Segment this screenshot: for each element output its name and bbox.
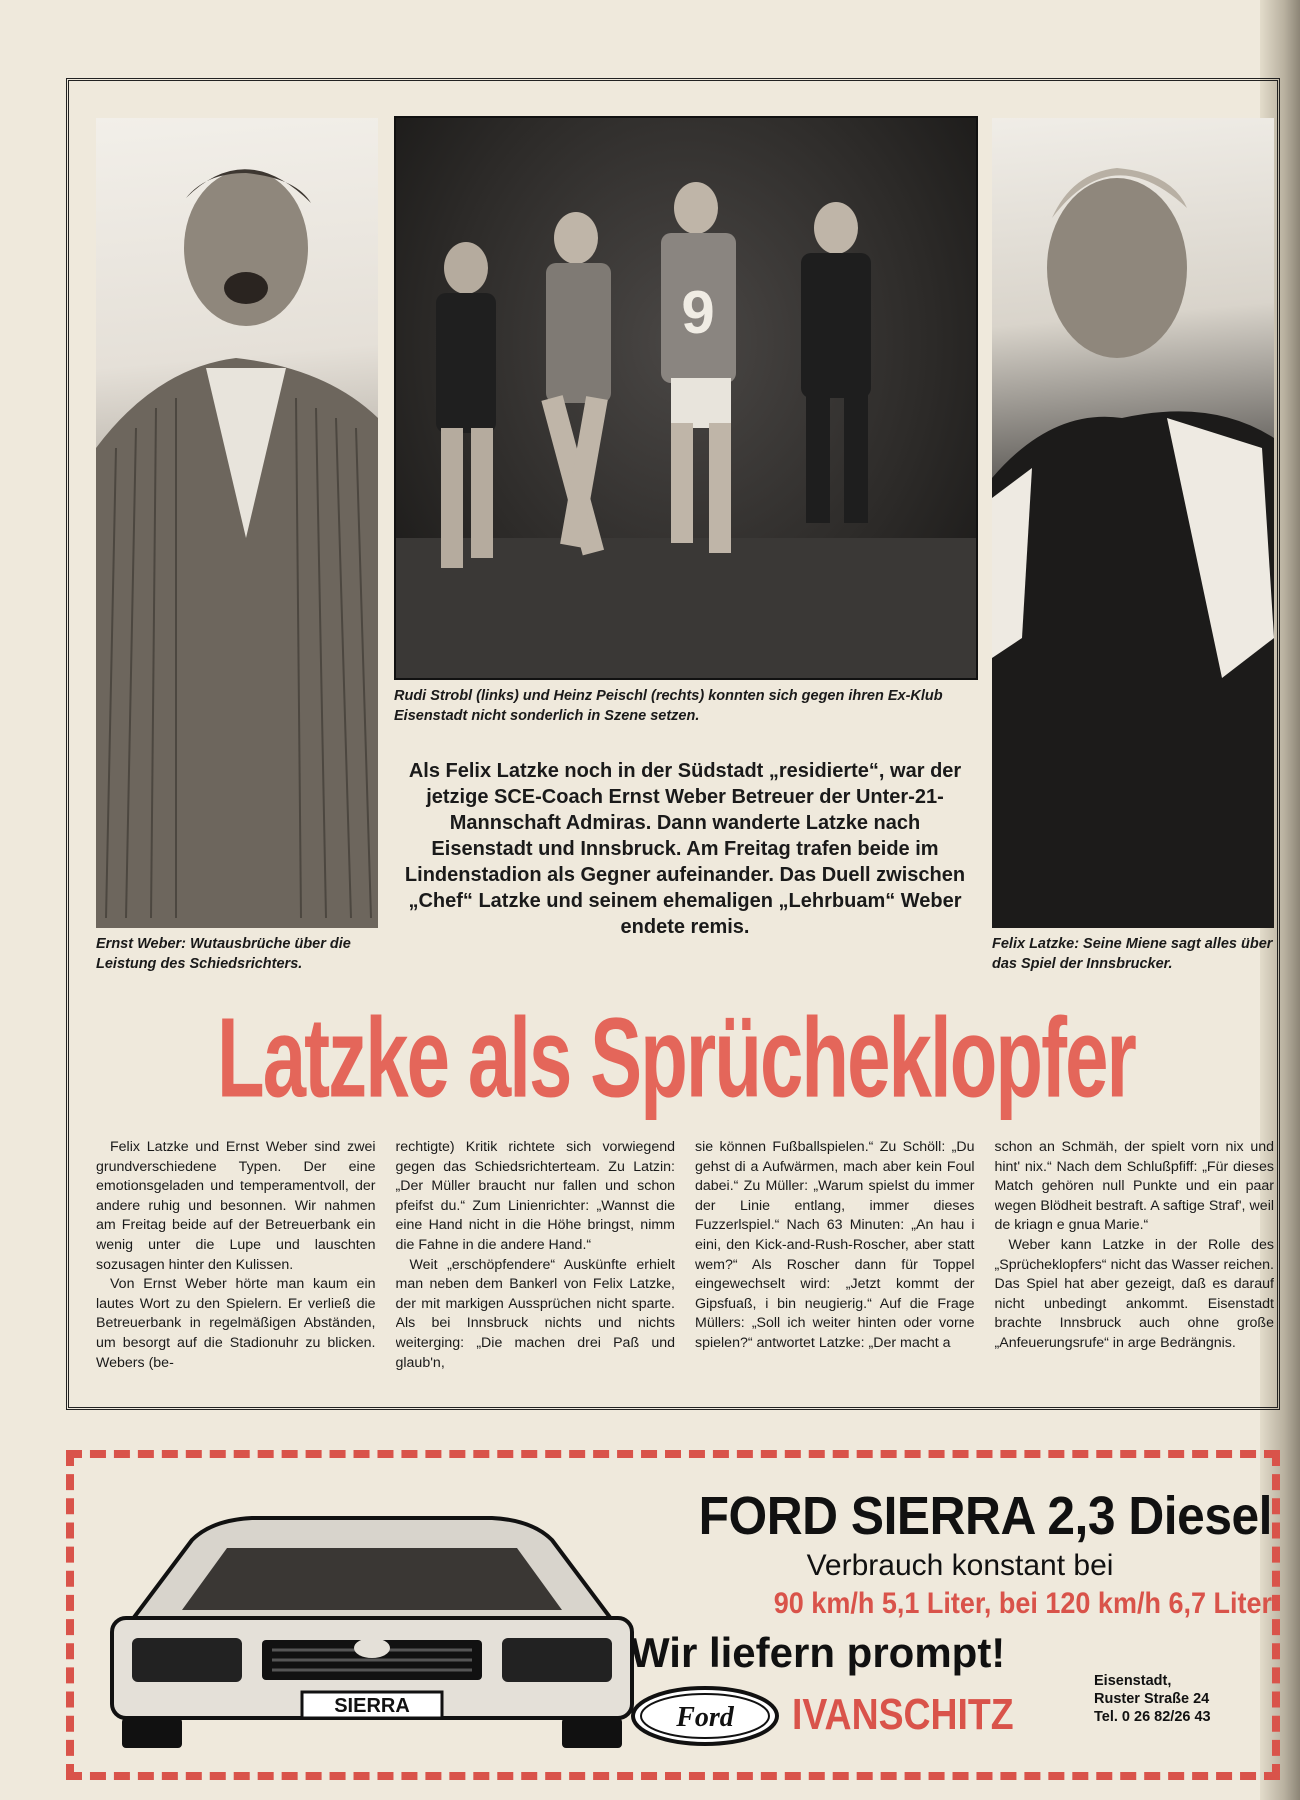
ad-consumption-label: Verbrauch konstant bei [806, 1549, 1114, 1582]
ad-title: FORD SIERRA 2,3 Diesel [698, 1486, 1272, 1546]
caption-ernst-weber: Ernst Weber: Wutausbrüche über die Leistung des Schiedsrichters. [96, 936, 351, 972]
car-plate: SIERRA [334, 1695, 410, 1717]
dealer-phone: Tel. 0 26 82/26 43 [1094, 1709, 1211, 1725]
article-body [96, 1138, 1274, 1400]
ad-consumption-values: 90 km/h 5,1 Liter, bei 120 km/h 6,7 Liter [773, 1587, 1272, 1620]
lead-paragraph: Als Felix Latzke noch in der Südstadt „residierte“, war der jetzige SCE-Coach Ernst Weber Betreuer der Unter-21-Mannschaft Admiras. Dann wanderte Latzke nach Eisenstadt und Innsbruck. Am Freitag trafen beide im Lindenstadion als Gegner aufeinander. Das Duell zwischen „Chef“ Latzke und seinem ehemaligen „Lehrbuam“ Weber endete remis. [404, 760, 966, 938]
body-column-4 [995, 1138, 1275, 1400]
body-column-2 [396, 1138, 676, 1400]
body-paragraph: schon an Schmäh, der spielt vorn nix und hint' nix.“ Nach dem Schlußpfiff: „Für dieses Match gehören null Punkte und ein paar wegen Blödheit bestraft. A saftige Straf', weil de kriagn e gnua Marie.“ [994, 1139, 1274, 1234]
body-paragraph: Weit „erschöpfendere“ Auskünfte erhielt man neben dem Bankerl von Felix Latzke, der mit markigen Aussprüchen nicht sparte. Als bei Innsbruck nichts und nichts weiterging: „Die machen drei Paß und glaub'n, [395, 1256, 675, 1371]
photo-felix-latzke-illustration [992, 118, 1274, 928]
dealer-address [1094, 1672, 1274, 1726]
photo-ernst-weber [96, 118, 378, 928]
car-illustration [92, 1470, 652, 1760]
body-paragraph: sie können Fußballspielen.“ Zu Schöll: „Du gehst di a Aufwärmen, mach aber kein Foul dabei.“ Zu Müller: „Warum spielst du immer der Linie entlang, immer dieses Fuzzerlspiel.“ Nach 63 Minuten: „An hau i eini, den Kick-and-Rush-Roscher, aber statt wem?“ Als Roscher dann für Toppel eingewechselt wird: „Jetzt kommt der Gipsfuaß, i bin neugierig.“ Auf die Frage Müllers: „Soll ich weiter hinten oder vorne spielen?“ antwortet Latzke: „Der macht a [695, 1139, 975, 1351]
body-column-3 [695, 1138, 975, 1400]
photo-felix-latzke [992, 118, 1274, 928]
photo-match-scene [394, 116, 978, 680]
caption-felix-latzke: Felix Latzke: Seine Miene sagt alles über das Spiel der Innsbrucker. [992, 936, 1273, 972]
body-paragraph: Von Ernst Weber hörte man kaum ein lautes Wort zu den Spielern. Er verließ die Betreuerbank in regelmäßigen Abständen, um besorgt auf die Stadionuhr zu blicken. Webers (be- [96, 1276, 376, 1371]
ford-logo-text: Ford [676, 1702, 734, 1733]
body-paragraph: Felix Latzke und Ernst Weber sind zwei grundverschiedene Typen. Der eine emotionsgeladen und temperamentvoll, der andere ruhig und besonnen. Wir nahmen am Freitag beide auf der Betreuerbank ein wenig unter die Lupe und lauschten sozusagen hinter den Kulissen. [96, 1139, 376, 1273]
dealer-city: Eisenstadt, [1094, 1673, 1172, 1689]
body-paragraph: Weber kann Latzke in der Rolle des „Sprücheklopfers“ nicht das Wasser reichen. Das Spiel hat aber gezeigt, daß es darauf nicht unbedingt ankommt. Eisenstadt brachte Innsbruck auch ohne große „Anfeuerungsrufe“ in arge Bedrängnis. [994, 1236, 1274, 1351]
headline: Latzke als Sprücheklopfer [217, 995, 1135, 1122]
ad-slogan: Wir liefern prompt! [630, 1629, 1006, 1676]
body-paragraph: rechtigte) Kritik richtete sich vorwiegend gegen das Schiedsrichterteam. Zu Latzin: „Der Müller braucht nur fallen und schon pfeifst du.“ Zum Linienrichter: „Wannst die eine Hand nicht in die Höhe bringst, nimm die Fahne in die andere Hand.“ [395, 1139, 675, 1253]
body-column-1 [96, 1138, 376, 1400]
dealer-name: IVANSCHITZ [792, 1690, 1014, 1739]
ford-logo-icon [630, 1685, 780, 1747]
jersey-number: 9 [681, 279, 715, 346]
photo-match-scene-illustration [396, 118, 978, 680]
caption-match-scene: Rudi Strobl (links) und Heinz Peischl (rechts) konnten sich gegen ihren Ex-Klub Eisenstadt nicht sonderlich in Szene setzen. [394, 688, 943, 724]
dealer-street: Ruster Straße 24 [1094, 1691, 1210, 1707]
photo-ernst-weber-illustration [96, 118, 378, 928]
